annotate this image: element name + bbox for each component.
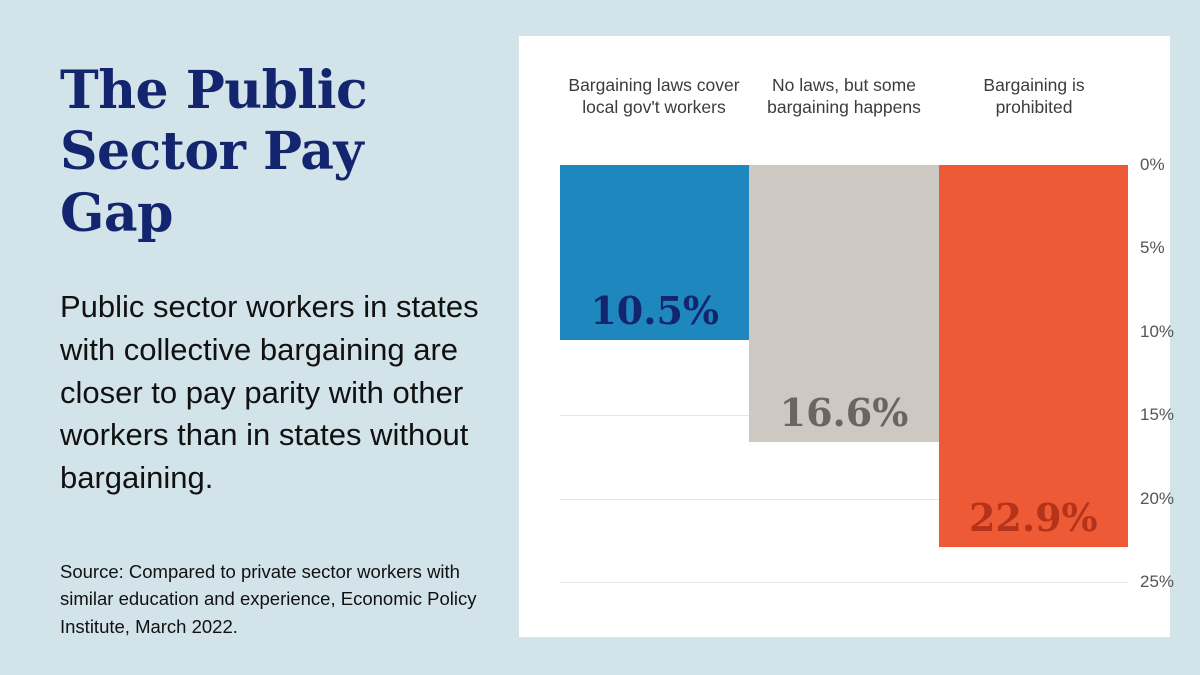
category-label-1: No laws, but some bargaining happens <box>767 75 921 118</box>
plot-area <box>560 165 1128 607</box>
bar-slot-0 <box>560 165 749 607</box>
source-note: Source: Compared to private sector workers with similar education and experience, Economic Policy Institute, March 2022. <box>60 560 477 637</box>
bar-0 <box>560 165 749 340</box>
bar-value-label-2: 22.9% <box>968 495 1098 540</box>
category-label-2: Bargaining is prohibited <box>983 75 1085 118</box>
text-column <box>60 60 490 659</box>
y-tick-0: 0% <box>1140 155 1165 174</box>
bar-series <box>560 165 1128 607</box>
y-tick-4: 20% <box>1140 489 1175 508</box>
bar-1 <box>749 165 938 442</box>
y-tick-2: 10% <box>1140 322 1175 341</box>
bar-value-label-1: 16.6% <box>779 390 909 435</box>
y-tick-3: 15% <box>1140 405 1175 424</box>
page-title: The Public Sector Pay Gap <box>60 60 368 244</box>
bar-slot-1 <box>749 165 938 607</box>
bar-slot-2 <box>939 165 1128 607</box>
y-tick-5: 25% <box>1140 572 1175 591</box>
category-label-0: Bargaining laws cover local gov't workers <box>568 75 740 118</box>
chart-panel <box>519 36 1175 637</box>
bar-value-label-0: 10.5% <box>590 288 719 333</box>
bar-2 <box>939 165 1128 547</box>
y-axis <box>1132 155 1175 607</box>
deck-paragraph: Public sector workers in states with collective bargaining are closer to pay parity with other workers than in states without bargaining. <box>60 289 479 496</box>
chart-area <box>519 36 1175 637</box>
category-labels <box>559 74 1129 154</box>
y-tick-1: 5% <box>1140 238 1165 257</box>
